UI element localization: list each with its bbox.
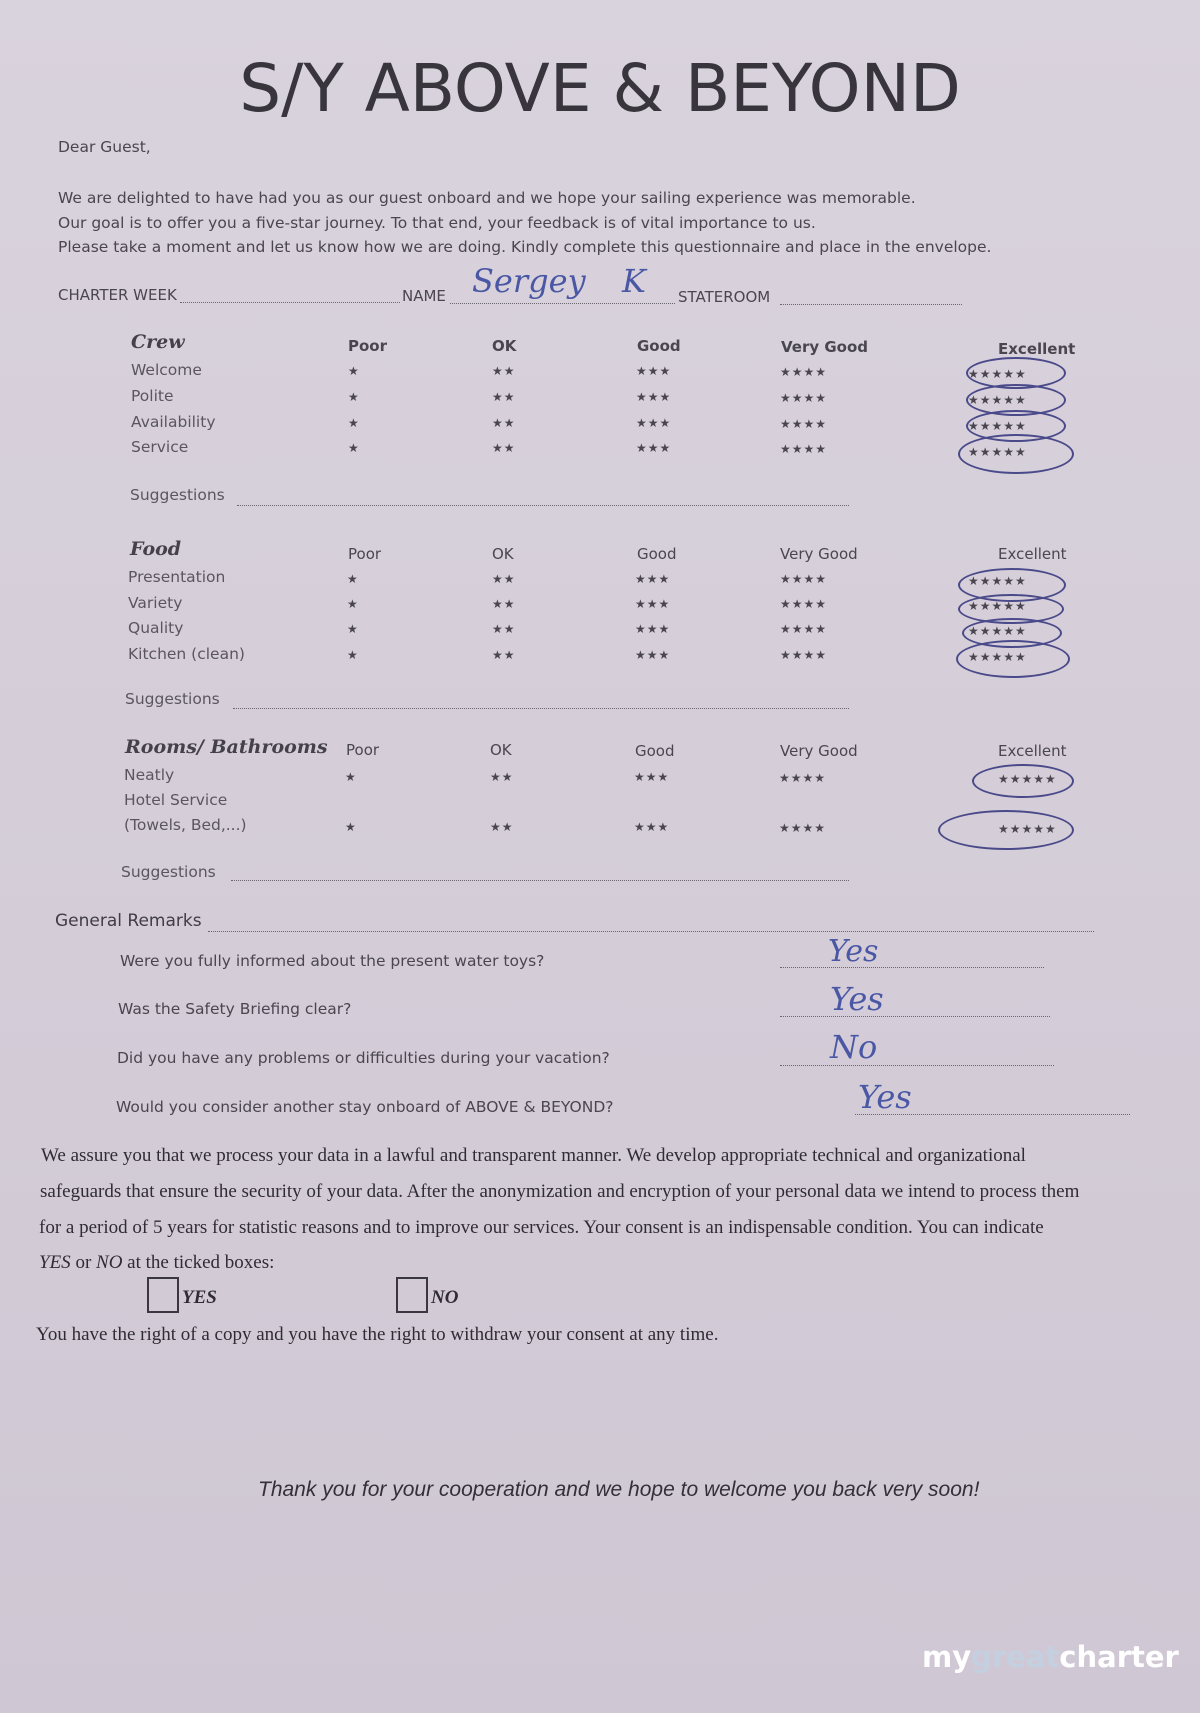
star-option[interactable]: ★★★★★ [968,445,1027,459]
star-option[interactable]: ★★★★★ [968,574,1027,588]
star-option[interactable]: ★★★★★ [968,419,1027,433]
answer-3-field[interactable] [780,1065,1054,1066]
name-field[interactable] [450,303,675,304]
crew-suggestions-field[interactable] [237,505,849,506]
answer-2-field[interactable] [780,1016,1050,1017]
col-good: Good [637,545,677,563]
star-option[interactable]: ★★★ [635,572,671,586]
legal-line-2: safeguards that ensure the security of your data. After the anonymization and encryption of your personal data we intend to process them [40,1181,1080,1202]
crew-suggestions-label: Suggestions [130,486,225,504]
selection-circle [938,810,1074,850]
col-excellent: Excellent [998,340,1076,358]
col-good: Good [637,337,681,355]
star-option[interactable]: ★★★ [636,416,672,430]
col-poor: Poor [348,545,382,563]
star-option[interactable]: ★★★ [636,390,672,404]
general-remarks-field[interactable] [208,931,1094,932]
star-option[interactable]: ★★★★ [780,622,828,636]
intro-line-2: Our goal is to offer you a five-star journey. To that end, your feedback is of vital importance to us. [58,214,816,232]
question-2: Was the Safety Briefing clear? [118,1000,352,1018]
star-option[interactable]: ★★ [492,622,516,636]
intro-line-3: Please take a moment and let us know how we are doing. Kindly complete this questionnaire and place in the envelope. [58,238,992,256]
col-poor: Poor [348,337,388,355]
star-option[interactable]: ★★★★★ [968,367,1027,381]
answer-2-handwritten: Yes [830,980,884,1018]
star-option[interactable]: ★★★ [635,622,671,636]
rooms-suggestions-label: Suggestions [121,863,216,881]
consent-no-label: NO [431,1287,459,1308]
star-option[interactable]: ★★★★ [780,597,828,611]
col-very-good: Very Good [781,338,869,356]
star-option[interactable]: ★★★★ [780,648,828,662]
star-option[interactable]: ★★★ [635,648,671,662]
star-option[interactable]: ★ [345,820,357,834]
star-option[interactable]: ★★ [492,390,516,404]
thank-you-message: Thank you for your cooperation and we hope to welcome you back very soon! [258,1478,980,1501]
rooms-row-neatly: Neatly [124,766,175,784]
star-option[interactable]: ★★ [490,770,514,784]
star-option[interactable]: ★★★★ [779,821,827,835]
star-option[interactable]: ★★ [492,648,516,662]
consent-no-checkbox[interactable] [396,1277,428,1313]
food-row-presentation: Presentation [128,568,226,586]
watermark-logo [922,1640,1179,1674]
star-option[interactable]: ★★★ [636,441,672,455]
star-option[interactable]: ★★★★★ [998,772,1057,786]
star-option[interactable]: ★ [347,622,359,636]
star-option[interactable]: ★ [347,597,359,611]
charter-week-field[interactable] [180,302,400,303]
question-1: Were you fully informed about the present water toys? [120,952,545,970]
watermark-part-great: great [971,1640,1060,1674]
star-option[interactable]: ★★ [490,820,514,834]
stateroom-field[interactable] [780,304,962,305]
legal-or-word: or [70,1252,97,1273]
food-suggestions-label: Suggestions [125,690,220,708]
watermark-part-my: my [922,1640,972,1674]
star-option[interactable]: ★★★★ [780,391,828,405]
answer-3-handwritten: No [830,1028,878,1066]
charter-week-label: CHARTER WEEK [58,286,177,304]
question-3: Did you have any problems or difficulties during your vacation? [117,1049,610,1067]
col-very-good: Very Good [780,742,858,760]
col-very-good: Very Good [780,545,858,563]
star-option[interactable]: ★ [345,770,357,784]
star-option[interactable]: ★★★★ [780,365,828,379]
star-option[interactable]: ★★★ [634,770,670,784]
col-excellent: Excellent [998,742,1067,760]
star-option[interactable]: ★★★★ [780,442,828,456]
crew-row-welcome: Welcome [131,361,202,379]
section-title-rooms: Rooms/ Bathrooms [125,736,328,758]
selection-circle [956,640,1070,678]
star-option[interactable]: ★★★★ [780,417,828,431]
watermark-part-charter: charter [1059,1640,1179,1674]
star-option[interactable]: ★★ [492,364,516,378]
general-remarks-label: General Remarks [55,911,202,931]
legal-no-word: NO [96,1252,123,1273]
section-title-crew: Crew [131,331,185,353]
answer-1-field[interactable] [780,967,1044,968]
food-suggestions-field[interactable] [233,708,849,709]
crew-row-availability: Availability [131,413,216,431]
col-good: Good [635,742,675,760]
col-ok: OK [492,545,514,563]
question-4: Would you consider another stay onboard of ABOVE & BEYOND? [116,1098,614,1116]
stateroom-label: STATEROOM [678,288,771,306]
legal-line-1: We assure you that we process your data in a lawful and transparent manner. We develop appropriate technical and organizational [41,1145,1026,1166]
legal-line-4 [39,1252,274,1274]
star-option[interactable]: ★★★★ [779,771,827,785]
name-initial-handwritten: K [622,262,646,300]
col-excellent: Excellent [998,545,1067,563]
food-row-quality: Quality [128,619,184,637]
withdraw-consent-text: You have the right of a copy and you have the right to withdraw your consent at any time. [36,1324,719,1345]
rooms-suggestions-field[interactable] [231,880,849,881]
food-row-variety: Variety [128,594,183,612]
greeting: Dear Guest, [58,138,151,156]
star-option[interactable]: ★ [348,390,360,404]
answer-4-handwritten: Yes [858,1078,912,1116]
star-option[interactable]: ★★ [492,572,516,586]
star-option[interactable]: ★★ [492,597,516,611]
star-option[interactable]: ★★★★★ [998,822,1057,836]
star-option[interactable]: ★ [347,572,359,586]
star-option[interactable]: ★★★★ [780,572,828,586]
legal-line-4-rest: at the ticked boxes: [122,1252,275,1273]
crew-row-service: Service [131,438,189,456]
name-handwritten: Sergey [472,262,586,300]
selection-circle [958,434,1074,474]
star-option[interactable]: ★★★★★ [968,624,1027,638]
rooms-row-towels-bed: (Towels, Bed,...) [124,816,247,834]
star-option[interactable]: ★★★★★ [968,393,1027,407]
star-option[interactable]: ★★ [492,441,516,455]
star-option[interactable]: ★★★ [635,597,671,611]
col-poor: Poor [346,741,380,759]
rooms-row-hotel-service: Hotel Service [124,791,228,809]
star-option[interactable]: ★★★★★ [968,599,1027,613]
answer-1-handwritten: Yes [828,934,879,969]
star-option[interactable]: ★★★ [636,364,672,378]
star-option[interactable]: ★★★★★ [968,650,1027,664]
consent-yes-label: YES [182,1287,217,1308]
col-ok: OK [490,741,512,759]
selection-circle [972,764,1074,798]
intro-line-1: We are delighted to have had you as our guest onboard and we hope your sailing experience was memorable. [58,189,916,207]
legal-line-3: for a period of 5 years for statistic reasons and to improve our services. Your consent is an indispensable condition. You can indicate [39,1217,1044,1238]
star-option[interactable]: ★ [347,648,359,662]
name-label: NAME [402,287,446,305]
star-option[interactable]: ★ [348,441,360,455]
crew-row-polite: Polite [131,387,174,405]
document-title: S/Y ABOVE & BEYOND [239,50,961,127]
food-row-kitchen: Kitchen (clean) [128,645,245,663]
star-option[interactable]: ★ [348,416,360,430]
consent-yes-checkbox[interactable] [147,1277,179,1313]
star-option[interactable]: ★ [348,364,360,378]
section-title-food: Food [130,538,182,560]
col-ok: OK [492,337,517,355]
star-option[interactable]: ★★★ [634,820,670,834]
star-option[interactable]: ★★ [492,416,516,430]
legal-yes-word: YES [39,1252,71,1273]
